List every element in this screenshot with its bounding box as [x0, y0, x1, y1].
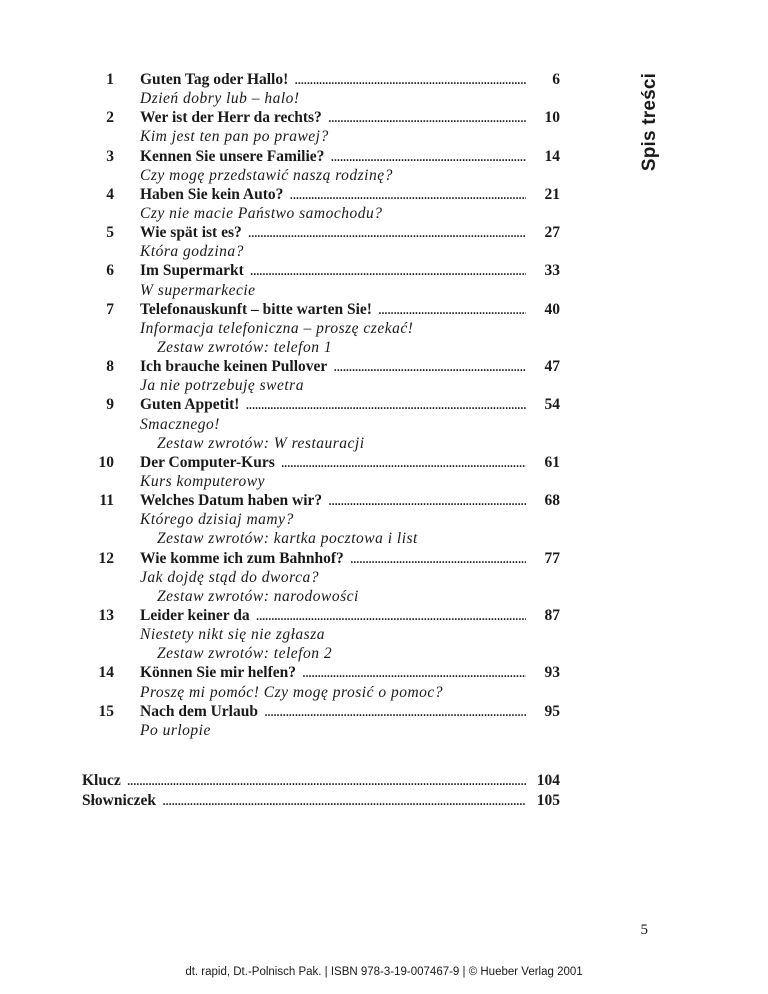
page-number: 5 — [640, 922, 648, 938]
chapter-page: 27 — [544, 224, 560, 242]
chapter-title-row — [140, 261, 526, 280]
chapter-number: 5 — [106, 224, 114, 242]
dot-leader — [281, 453, 526, 472]
chapter-number: 3 — [106, 147, 114, 165]
back-matter-page: 104 — [536, 771, 560, 789]
chapter-title-row — [140, 70, 526, 89]
chapter-subtitle: Informacja telefoniczna – proszę czekać! — [140, 319, 414, 337]
toc-entry-subtitle-line — [0, 683, 768, 702]
dot-leader — [162, 791, 526, 811]
dot-leader — [350, 549, 526, 568]
back-matter-title: Klucz — [82, 771, 121, 789]
chapter-title: Leider keiner da — [140, 606, 250, 624]
chapter-page: 77 — [544, 549, 560, 567]
toc-entry-subtitle-line — [0, 625, 768, 644]
dot-leader — [330, 147, 526, 166]
chapter-number: 1 — [106, 71, 114, 88]
toc-entry — [0, 70, 768, 108]
toc-entry-phrases-line — [0, 587, 768, 606]
toc-entry — [0, 261, 768, 299]
dot-leader — [248, 223, 526, 242]
chapter-title: Nach dem Urlaub — [140, 702, 258, 720]
chapter-subtitle: Dzień dobry lub – halo! — [140, 90, 300, 108]
back-matter-title-row — [82, 771, 526, 791]
chapter-title: Welches Datum haben wir? — [140, 492, 323, 510]
toc-entry — [0, 108, 768, 146]
dot-leader — [245, 395, 526, 414]
chapter-title: Kennen Sie unsere Familie? — [140, 147, 325, 165]
chapter-page: 40 — [544, 300, 560, 318]
back-matter-title-row — [82, 791, 526, 811]
chapter-title-row — [140, 300, 526, 319]
toc-entry-phrases-line — [0, 434, 768, 453]
chapter-title: Guten Tag oder Hallo! — [140, 71, 289, 88]
toc-entry-subtitle-line — [0, 127, 768, 146]
chapter-number: 10 — [98, 453, 114, 471]
toc-entry-heading-line — [0, 357, 768, 376]
dot-leader — [294, 70, 526, 89]
toc-spacer — [0, 740, 768, 771]
dot-leader — [250, 261, 526, 280]
chapter-title: Der Computer-Kurs — [140, 453, 275, 471]
chapter-subtitle: Proszę mi pomóc! Czy mogę prosić o pomoc? — [140, 683, 444, 701]
chapter-title: Guten Appetit! — [140, 396, 240, 414]
toc-entry-heading-line — [0, 300, 768, 319]
phrase-set: Zestaw zwrotów: kartka pocztowa i list — [157, 530, 418, 548]
toc-entry-subtitle-line — [0, 415, 768, 434]
chapter-number: 11 — [99, 492, 114, 510]
chapter-title-row — [140, 549, 526, 568]
toc-entry-heading-line — [0, 395, 768, 414]
toc-entry — [0, 606, 768, 663]
chapter-subtitle: Kim jest ten pan po prawej? — [140, 128, 329, 146]
chapter-title-row — [140, 185, 526, 204]
toc-entry — [0, 453, 768, 491]
phrase-set: Zestaw zwrotów: narodowości — [157, 587, 359, 605]
toc-entry-heading-line — [0, 453, 768, 472]
chapter-number: 12 — [98, 549, 114, 567]
toc-entry — [0, 549, 768, 606]
toc-entry-heading-line — [0, 70, 768, 89]
toc-entry-subtitle-line — [0, 721, 768, 740]
chapter-page: 54 — [544, 396, 560, 414]
toc-entry — [0, 147, 768, 185]
toc-entry-subtitle-line — [0, 376, 768, 395]
chapter-number: 8 — [106, 358, 114, 376]
toc-entry-subtitle-line — [0, 281, 768, 300]
chapter-title-row — [140, 702, 526, 721]
chapter-title-row — [140, 395, 526, 414]
chapter-title: Ich brauche keinen Pullover — [140, 358, 328, 376]
chapter-title: Im Supermarkt — [140, 262, 244, 280]
chapter-page: 47 — [544, 358, 560, 376]
chapter-number: 15 — [98, 702, 114, 720]
toc-entry-phrases-line — [0, 529, 768, 548]
toc-entry-heading-line — [0, 261, 768, 280]
chapter-page: 33 — [544, 262, 560, 280]
chapter-title: Telefonauskunft – bitte warten Sie! — [140, 300, 372, 318]
back-matter-title: Słowniczek — [82, 791, 157, 809]
toc-entry-subtitle-line — [0, 89, 768, 108]
table-of-contents — [0, 70, 768, 811]
chapter-page: 93 — [544, 664, 560, 682]
chapter-number: 14 — [98, 664, 114, 682]
toc-entry — [0, 702, 768, 740]
chapter-title-row — [140, 223, 526, 242]
toc-entry-subtitle-line — [0, 204, 768, 223]
toc-entry — [0, 223, 768, 261]
chapter-subtitle: W supermarkecie — [140, 281, 256, 299]
chapter-title: Wie komme ich zum Bahnhof? — [140, 549, 344, 567]
toc-entry-subtitle-line — [0, 510, 768, 529]
chapter-title-row — [140, 453, 526, 472]
toc-entry-phrases-line — [0, 338, 768, 357]
chapter-title-row — [140, 108, 526, 127]
toc-entry — [0, 663, 768, 701]
toc-entry-heading-line — [0, 663, 768, 682]
chapter-title-row — [140, 357, 526, 376]
chapter-subtitle: Którego dzisiaj mamy? — [140, 511, 294, 529]
side-title-text: Spis treści — [639, 72, 660, 172]
toc-entry-heading-line — [0, 108, 768, 127]
chapter-subtitle: Niestety nikt się nie zgłasza — [140, 626, 325, 644]
dot-leader — [328, 108, 526, 127]
dot-leader — [302, 663, 526, 682]
chapter-page: 68 — [544, 492, 560, 510]
chapter-subtitle: Po urlopie — [140, 721, 211, 739]
chapter-title: Wie spät ist es? — [140, 224, 242, 242]
footer-imprint: dt. rapid, Dt.-Polnisch Pak. | ISBN 978-3-19-007467-9 | © Hueber Verlag 2001 — [185, 966, 583, 978]
chapter-page: 6 — [552, 71, 560, 88]
toc-entry — [0, 491, 768, 548]
chapter-subtitle: Czy mogę przedstawić naszą rodzinę? — [140, 166, 393, 184]
chapter-page: 95 — [544, 702, 560, 720]
chapter-subtitle: Czy nie macie Państwo samochodu? — [140, 204, 383, 222]
dot-leader — [333, 357, 526, 376]
toc-entry — [0, 300, 768, 357]
chapter-number: 2 — [106, 109, 114, 127]
toc-entry-heading-line — [0, 147, 768, 166]
chapter-subtitle: Jak dojdę stąd do dworca? — [140, 568, 319, 586]
chapter-number: 6 — [106, 262, 114, 280]
back-matter-page: 105 — [536, 791, 560, 809]
toc-entry — [0, 357, 768, 395]
toc-entry-subtitle-line — [0, 568, 768, 587]
chapter-page: 21 — [544, 185, 560, 203]
chapter-subtitle: Która godzina? — [140, 243, 244, 261]
dot-leader — [289, 185, 526, 204]
phrase-set: Zestaw zwrotów: telefon 2 — [157, 645, 333, 663]
chapter-subtitle: Kurs komputerowy — [140, 472, 265, 490]
back-matter-entry — [0, 791, 768, 811]
toc-entry-phrases-line — [0, 644, 768, 663]
chapter-page: 10 — [544, 109, 560, 127]
toc-entry-heading-line — [0, 549, 768, 568]
toc-entry — [0, 395, 768, 452]
chapter-title: Haben Sie kein Auto? — [140, 185, 284, 203]
chapter-title-row — [140, 147, 526, 166]
chapter-subtitle: Smacznego! — [140, 415, 220, 433]
chapter-title-row — [140, 606, 526, 625]
chapter-title: Können Sie mir helfen? — [140, 664, 297, 682]
chapter-title: Wer ist der Herr da rechts? — [140, 109, 322, 127]
phrase-set: Zestaw zwrotów: telefon 1 — [157, 338, 333, 356]
toc-entry-subtitle-line — [0, 472, 768, 491]
chapter-number: 7 — [106, 300, 114, 318]
dot-leader — [378, 300, 526, 319]
toc-entry-heading-line — [0, 606, 768, 625]
chapter-number: 4 — [106, 185, 114, 203]
toc-entry-subtitle-line — [0, 242, 768, 261]
dot-leader — [256, 606, 526, 625]
chapter-title-row — [140, 491, 526, 510]
chapter-subtitle: Ja nie potrzebuję swetra — [140, 377, 304, 395]
chapter-page: 14 — [544, 147, 560, 165]
chapter-number: 13 — [98, 606, 114, 624]
toc-entry — [0, 185, 768, 223]
toc-entry-heading-line — [0, 185, 768, 204]
toc-entry-subtitle-line — [0, 319, 768, 338]
toc-entry-subtitle-line — [0, 166, 768, 185]
toc-entry-heading-line — [0, 223, 768, 242]
dot-leader — [264, 702, 526, 721]
dot-leader — [127, 771, 526, 791]
chapter-number: 9 — [106, 396, 114, 414]
back-matter-entry — [0, 771, 768, 791]
chapter-title-row — [140, 663, 526, 682]
chapter-page: 87 — [544, 606, 560, 624]
chapter-page: 61 — [544, 453, 560, 471]
dot-leader — [328, 491, 526, 510]
toc-entry-heading-line — [0, 702, 768, 721]
toc-entry-heading-line — [0, 491, 768, 510]
phrase-set: Zestaw zwrotów: W restauracji — [157, 434, 365, 452]
